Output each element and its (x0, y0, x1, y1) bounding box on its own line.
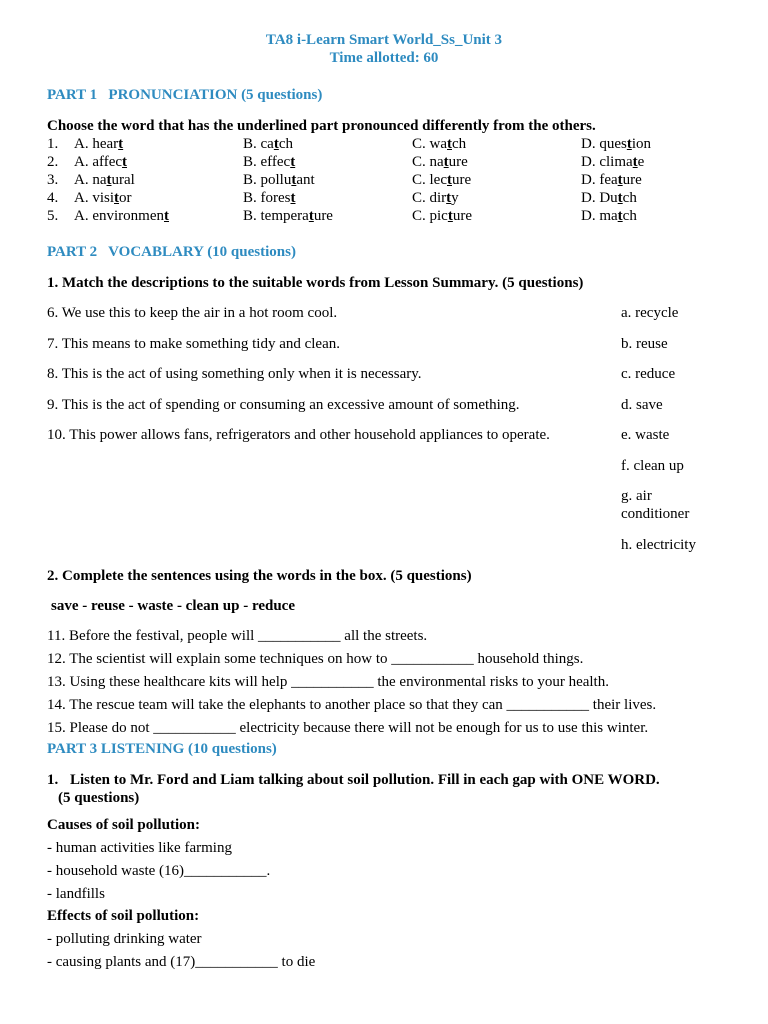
underlined-letter: t (163, 208, 169, 224)
option-text: B. effec (243, 154, 291, 170)
option-b (243, 135, 293, 153)
part1-instruction: Choose the word that has the underlined part pronounced differently from the others. (47, 118, 596, 134)
cause-item-3: - landfills (47, 886, 105, 902)
sentence-13: 13. Using these healthcare kits will help ___________ the environmental risks to your health. (47, 674, 609, 690)
option-c (412, 207, 472, 225)
option-a (74, 189, 132, 207)
option-text: ure (452, 208, 472, 224)
underlined-letter: t (114, 190, 120, 206)
sentence-12: 12. The scientist will explain some techniques on how to ___________ household things. (47, 651, 584, 667)
option-text: D. fea (581, 172, 618, 188)
option-c (412, 171, 471, 189)
part2-sub2: 2. Complete the sentences using the words in the box. (5 questions) (47, 568, 472, 584)
option-b (243, 153, 295, 171)
option-text: C. wa (412, 136, 447, 152)
part1-heading: PART 1 PRONUNCIATION (5 questions) (47, 87, 323, 103)
option-text: A. environmen (74, 208, 164, 224)
option-text: D. Du (581, 190, 618, 206)
option-text: A. visi (74, 190, 115, 206)
underlined-letter: t (626, 136, 632, 152)
sentence-14: 14. The rescue team will take the elephants to another place so that they can ___________ their lives. (47, 697, 657, 713)
option-d (581, 153, 644, 171)
answer-a: a. recycle (621, 305, 679, 321)
option-c (412, 135, 466, 153)
option-text: B. pollu (243, 172, 292, 188)
option-text: ch (622, 190, 637, 206)
option-d (581, 207, 637, 225)
option-text: A. affec (74, 154, 123, 170)
option-text: ch (278, 136, 293, 152)
underlined-letter: t (447, 172, 452, 188)
option-text: ion (631, 136, 651, 152)
option-text: C. na (412, 154, 444, 170)
option-text: ant (296, 172, 315, 188)
answer-h: h. electricity (621, 537, 696, 553)
answer-e: e. waste (621, 427, 670, 443)
option-text: ure (452, 172, 472, 188)
answer-g-line1: g. air (621, 488, 652, 504)
option-text: D. ques (581, 136, 627, 152)
option-text: D. ma (581, 208, 618, 224)
question-number: 5. (47, 208, 59, 224)
underlined-letter: t (446, 190, 452, 206)
cause-item-2: - household waste (16)___________. (47, 863, 271, 879)
sentence-11: 11. Before the festival, people will ___________ all the streets. (47, 628, 428, 644)
option-text: y (451, 190, 459, 206)
question-number: 3. (47, 172, 59, 188)
underlined-letter: t (106, 172, 112, 188)
answer-b: b. reuse (621, 336, 668, 352)
underlined-letter: t (447, 208, 453, 224)
option-text: D. clima (581, 154, 633, 170)
underlined-letter: t (290, 154, 296, 170)
underlined-letter: t (617, 190, 623, 206)
option-a (74, 153, 127, 171)
answer-d: d. save (621, 397, 663, 413)
option-text: A. na (74, 172, 107, 188)
question-number: 1. (47, 136, 59, 152)
option-b (243, 189, 296, 207)
document-title: TA8 i-Learn Smart World_Ss_Unit 3 (265, 32, 503, 48)
underlined-letter: t (273, 136, 279, 152)
answer-f: f. clean up (621, 458, 684, 474)
part3-sub1-number: 1. (47, 772, 59, 788)
option-d (581, 135, 651, 153)
underlined-letter: t (308, 208, 314, 224)
option-a (74, 207, 169, 225)
option-text: or (119, 190, 132, 206)
underlined-letter: t (617, 208, 623, 224)
underlined-letter: t (617, 172, 623, 188)
option-text: ch (452, 136, 467, 152)
option-text: B. ca (243, 136, 274, 152)
cause-item-1: - human activities like farming (47, 840, 232, 856)
option-text: ural (111, 172, 135, 188)
option-text: ure (313, 208, 333, 224)
option-b (243, 207, 333, 225)
option-d (581, 171, 642, 189)
underlined-letter: t (122, 154, 128, 170)
effects-heading: Effects of soil pollution: (47, 908, 200, 924)
part3-sub1-line2: (5 questions) (58, 790, 140, 806)
underlined-letter: t (291, 172, 297, 188)
answer-g-line2: conditioner (621, 506, 690, 522)
option-text: A. hear (74, 136, 119, 152)
part2-sub1: 1. Match the descriptions to the suitable words from Lesson Summary. (5 questions) (47, 275, 584, 291)
option-text: B. fores (243, 190, 291, 206)
answer-c: c. reduce (621, 366, 676, 382)
word-box: save - reuse - waste - clean up - reduce (51, 598, 295, 614)
description-10: 10. This power allows fans, refrigerators and other household appliances to operate. (47, 427, 550, 443)
underlined-letter: t (118, 136, 124, 152)
option-text: C. dir (412, 190, 447, 206)
option-text: ure (622, 172, 642, 188)
question-number: 2. (47, 154, 59, 170)
option-a (74, 171, 135, 189)
option-text: C. pic (412, 208, 448, 224)
option-text: B. tempera (243, 208, 309, 224)
option-text: ch (622, 208, 637, 224)
description-9: 9. This is the act of spending or consuming an excessive amount of something. (47, 397, 520, 413)
part3-heading: PART 3 LISTENING (10 questions) (47, 741, 277, 757)
description-6: 6. We use this to keep the air in a hot room cool. (47, 305, 338, 321)
description-8: 8. This is the act of using something only when it is necessary. (47, 366, 422, 382)
effect-item-2: - causing plants and (17)___________ to die (47, 954, 316, 970)
option-c (412, 153, 468, 171)
question-number: 4. (47, 190, 59, 206)
underlined-letter: t (443, 154, 449, 170)
underlined-letter: t (447, 136, 452, 152)
option-a (74, 135, 123, 153)
underlined-letter: t (290, 190, 296, 206)
underlined-letter: t (632, 154, 638, 170)
causes-heading: Causes of soil pollution: (47, 817, 200, 833)
time-allotted: Time allotted: 60 (329, 50, 439, 66)
sentence-15: 15. Please do not ___________ electricity because there will not be enough for us to use this winter. (47, 720, 649, 736)
part2-heading: PART 2 VOCABLARY (10 questions) (47, 244, 296, 260)
option-text: C. lec (412, 172, 447, 188)
effect-item-1: - polluting drinking water (47, 931, 202, 947)
description-7: 7. This means to make something tidy and clean. (47, 336, 340, 352)
option-c (412, 189, 459, 207)
option-text: e (637, 154, 645, 170)
option-b (243, 171, 315, 189)
option-d (581, 189, 637, 207)
option-text: ure (448, 154, 468, 170)
part3-sub1-line1: Listen to Mr. Ford and Liam talking about soil pollution. Fill in each gap with ONE WORD. (70, 772, 660, 788)
